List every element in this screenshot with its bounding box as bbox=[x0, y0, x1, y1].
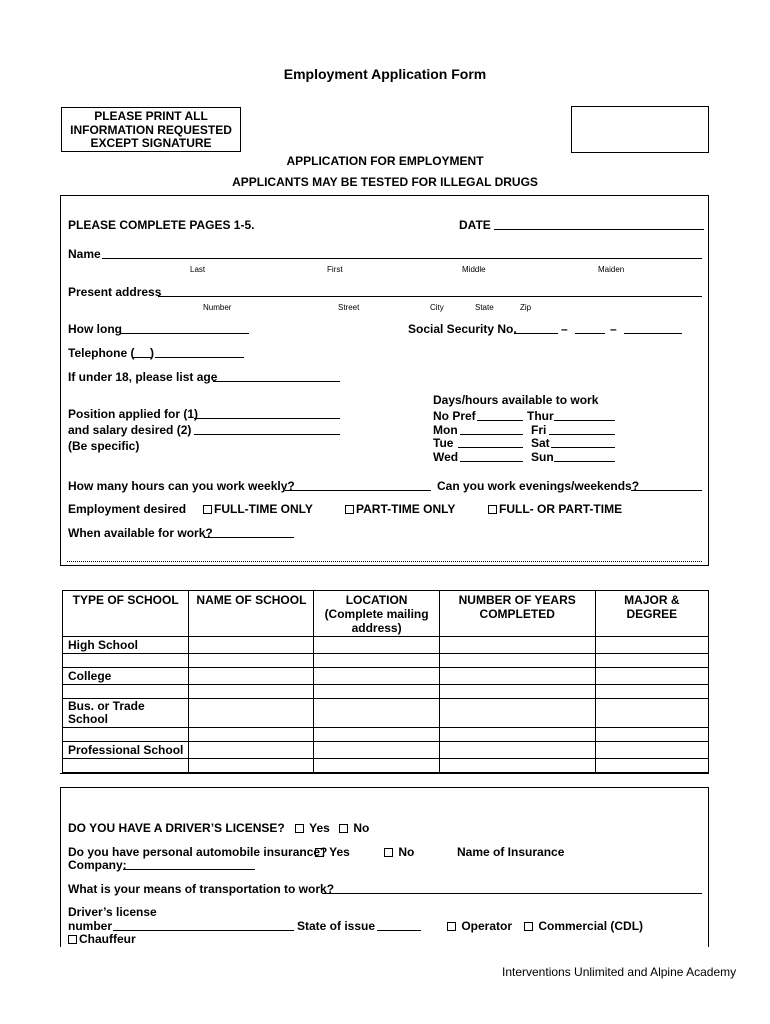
full-or-part-time-checkbox[interactable] bbox=[488, 505, 497, 514]
insurance-yes-checkbox[interactable] bbox=[315, 848, 324, 857]
table-cell[interactable] bbox=[189, 637, 314, 654]
table-cell[interactable] bbox=[314, 728, 439, 742]
address-label: Present address bbox=[68, 285, 162, 299]
address-sub-street: Street bbox=[338, 303, 360, 312]
ssn-field-1[interactable] bbox=[514, 333, 558, 334]
full-or-part-time-option[interactable]: FULL- OR PART-TIME bbox=[488, 502, 622, 516]
license-no-option[interactable]: No bbox=[339, 821, 369, 835]
table-cell[interactable] bbox=[63, 759, 189, 773]
how-long-field[interactable] bbox=[121, 333, 249, 334]
transport-field[interactable] bbox=[322, 893, 702, 894]
position-label-2: and salary desired (2) bbox=[68, 423, 192, 437]
address-sub-number: Number bbox=[203, 303, 232, 312]
part-time-checkbox[interactable] bbox=[345, 505, 354, 514]
day-thur-label: Thur bbox=[527, 409, 554, 423]
table-cell[interactable] bbox=[314, 742, 439, 759]
table-cell[interactable] bbox=[314, 759, 439, 773]
table-cell[interactable] bbox=[439, 728, 595, 742]
table-cell[interactable] bbox=[189, 654, 314, 668]
day-wed-field[interactable] bbox=[460, 461, 523, 462]
table-cell[interactable] bbox=[63, 654, 189, 668]
full-time-checkbox[interactable] bbox=[203, 505, 212, 514]
day-sat-label: Sat bbox=[531, 436, 550, 450]
table-cell[interactable] bbox=[189, 685, 314, 699]
name-sub-last: Last bbox=[190, 265, 206, 274]
table-cell[interactable] bbox=[439, 699, 595, 728]
position-field-1[interactable] bbox=[194, 418, 340, 419]
name-sub-middle: Middle bbox=[462, 265, 486, 274]
operator-option[interactable]: Operator bbox=[447, 919, 512, 933]
hours-weekly-field[interactable] bbox=[285, 490, 431, 491]
table-cell[interactable] bbox=[439, 759, 595, 773]
header-years-completed: NUMBER OF YEARS COMPLETED bbox=[439, 591, 595, 637]
ssn-dash-2: – bbox=[610, 322, 617, 336]
hours-weekly-label: How many hours can you work weekly? bbox=[68, 479, 295, 493]
state-issue-field[interactable] bbox=[377, 930, 421, 931]
days-hours-label: Days/hours available to work bbox=[433, 393, 599, 407]
position-label-1: Position applied for (1) bbox=[68, 407, 199, 421]
photo-box bbox=[571, 106, 709, 153]
address-sub-state: State bbox=[475, 303, 494, 312]
row-label-college: College bbox=[63, 668, 189, 685]
transport-label: What is your means of transportation to work? bbox=[68, 882, 335, 896]
license-yes-checkbox[interactable] bbox=[295, 824, 304, 833]
table-cell[interactable] bbox=[439, 637, 595, 654]
insurance-yes-option[interactable]: Yes bbox=[315, 845, 350, 859]
table-cell[interactable] bbox=[63, 685, 189, 699]
when-available-field[interactable] bbox=[204, 537, 294, 538]
position-field-2[interactable] bbox=[194, 434, 340, 435]
row-label-professional-school: Professional School bbox=[63, 742, 189, 759]
table-cell[interactable] bbox=[439, 685, 595, 699]
part-time-option[interactable]: PART-TIME ONLY bbox=[345, 502, 455, 516]
table-cell[interactable] bbox=[189, 759, 314, 773]
app-heading: APPLICATION FOR EMPLOYMENT bbox=[286, 154, 484, 168]
ssn-field-2[interactable] bbox=[575, 333, 605, 334]
day-nopref-field[interactable] bbox=[477, 420, 523, 421]
license-yes-option[interactable]: Yes bbox=[295, 821, 330, 835]
table-cell[interactable] bbox=[595, 654, 708, 668]
insurance-question: Do you have personal automobile insurance? bbox=[68, 845, 328, 859]
ssn-field-3[interactable] bbox=[624, 333, 682, 334]
table-cell[interactable] bbox=[189, 728, 314, 742]
table-cell[interactable] bbox=[189, 742, 314, 759]
footer-text: Interventions Unlimited and Alpine Academy bbox=[502, 965, 737, 979]
day-sat-field[interactable] bbox=[551, 447, 615, 448]
operator-checkbox[interactable] bbox=[447, 922, 456, 931]
table-cell[interactable] bbox=[63, 728, 189, 742]
day-wed-label: Wed bbox=[433, 450, 459, 464]
table-cell[interactable] bbox=[189, 699, 314, 728]
table-cell[interactable] bbox=[439, 742, 595, 759]
header-location: LOCATION (Complete mailing address) bbox=[314, 591, 439, 637]
address-sub-city: City bbox=[430, 303, 444, 312]
date-label: DATE bbox=[459, 218, 491, 232]
area-code-field[interactable] bbox=[132, 357, 151, 358]
table-cell[interactable] bbox=[595, 637, 708, 654]
table-cell[interactable] bbox=[595, 668, 708, 685]
name-sub-maiden: Maiden bbox=[598, 265, 625, 274]
print-notice-line-2: INFORMATION REQUESTED bbox=[70, 122, 232, 137]
day-fri-field[interactable] bbox=[549, 434, 615, 435]
print-notice-line-3: EXCEPT SIGNATURE bbox=[90, 136, 212, 150]
day-tue-field[interactable] bbox=[458, 447, 523, 448]
header-name-of-school: NAME OF SCHOOL bbox=[189, 591, 314, 637]
table-cell[interactable] bbox=[595, 742, 708, 759]
table-cell[interactable] bbox=[595, 685, 708, 699]
table-cell[interactable] bbox=[595, 699, 708, 728]
day-tue-label: Tue bbox=[433, 436, 454, 450]
day-mon-field[interactable] bbox=[460, 434, 523, 435]
day-sun-label: Sun bbox=[531, 450, 554, 464]
full-time-option[interactable]: FULL-TIME ONLY bbox=[203, 502, 313, 516]
name-field[interactable] bbox=[102, 258, 702, 259]
company-field[interactable] bbox=[123, 869, 255, 870]
table-cell[interactable] bbox=[439, 668, 595, 685]
table-cell[interactable] bbox=[314, 699, 439, 728]
position-label-3: (Be specific) bbox=[68, 439, 140, 453]
telephone-close: ) bbox=[150, 346, 154, 360]
evenings-label: Can you work evenings/weekends? bbox=[437, 479, 640, 493]
insurance-no-checkbox[interactable] bbox=[384, 848, 393, 857]
header-major-degree: MAJOR & DEGREE bbox=[595, 591, 708, 637]
ssn-dash-1: – bbox=[561, 322, 568, 336]
form-title: Employment Application Form bbox=[283, 66, 487, 82]
company-label: Company: bbox=[68, 858, 127, 872]
license-number-field[interactable] bbox=[113, 930, 294, 931]
chauffeur-option[interactable]: Chauffeur bbox=[68, 932, 136, 946]
table-cell[interactable] bbox=[314, 685, 439, 699]
name-sub-first: First bbox=[327, 265, 343, 274]
address-field[interactable] bbox=[158, 296, 702, 297]
telephone-field[interactable] bbox=[155, 357, 244, 358]
header-type-of-school: TYPE OF SCHOOL bbox=[63, 591, 189, 637]
complete-pages-text: PLEASE COMPLETE PAGES 1-5. bbox=[68, 218, 255, 232]
day-nopref-label: No Pref bbox=[433, 409, 476, 423]
section1-bottom-rule bbox=[67, 561, 702, 562]
license-no-checkbox[interactable] bbox=[339, 824, 348, 833]
table-cell[interactable] bbox=[314, 654, 439, 668]
ssn-label: Social Security No. bbox=[408, 322, 517, 336]
row-label-high-school: High School bbox=[63, 637, 189, 654]
day-fri-label: Fri bbox=[531, 423, 547, 437]
print-notice-box bbox=[61, 107, 241, 152]
license-number-label-1: Driver’s license bbox=[68, 905, 157, 919]
cdl-option[interactable]: Commercial (CDL) bbox=[524, 919, 643, 933]
row-label-trade-school: Bus. or Trade School bbox=[63, 699, 189, 728]
when-available-label: When available for work? bbox=[68, 526, 213, 540]
table-cell[interactable] bbox=[314, 637, 439, 654]
insurance-no-option[interactable]: No bbox=[384, 845, 414, 859]
table-cell[interactable] bbox=[189, 668, 314, 685]
under18-field[interactable] bbox=[213, 381, 340, 382]
day-thur-field[interactable] bbox=[554, 420, 615, 421]
table-cell[interactable] bbox=[595, 759, 708, 773]
section-divider bbox=[60, 773, 709, 774]
day-sun-field[interactable] bbox=[554, 461, 615, 462]
license-number-label-2: number bbox=[68, 919, 113, 933]
under18-label: If under 18, please list age bbox=[68, 370, 218, 384]
education-table bbox=[62, 590, 709, 773]
chauffeur-checkbox[interactable] bbox=[68, 935, 77, 944]
drug-notice: APPLICANTS MAY BE TESTED FOR ILLEGAL DRUGS bbox=[232, 175, 538, 189]
name-label: Name bbox=[68, 247, 101, 261]
how-long-label: How long bbox=[68, 322, 122, 336]
table-cell[interactable] bbox=[314, 668, 439, 685]
table-cell[interactable] bbox=[439, 654, 595, 668]
table-cell[interactable] bbox=[595, 728, 708, 742]
cdl-checkbox[interactable] bbox=[524, 922, 533, 931]
date-field[interactable] bbox=[494, 229, 704, 230]
print-notice-line-1: PLEASE PRINT ALL bbox=[94, 109, 208, 123]
day-mon-label: Mon bbox=[433, 423, 458, 437]
state-issue-label: State of issue bbox=[297, 919, 376, 933]
insurance-name-label: Name of Insurance bbox=[457, 845, 565, 859]
evenings-field[interactable] bbox=[631, 490, 702, 491]
address-sub-zip: Zip bbox=[520, 303, 532, 312]
employment-desired-label: Employment desired bbox=[68, 502, 187, 516]
license-question: DO YOU HAVE A DRIVER’S LICENSE? bbox=[68, 821, 285, 835]
telephone-label: Telephone ( bbox=[68, 346, 135, 360]
